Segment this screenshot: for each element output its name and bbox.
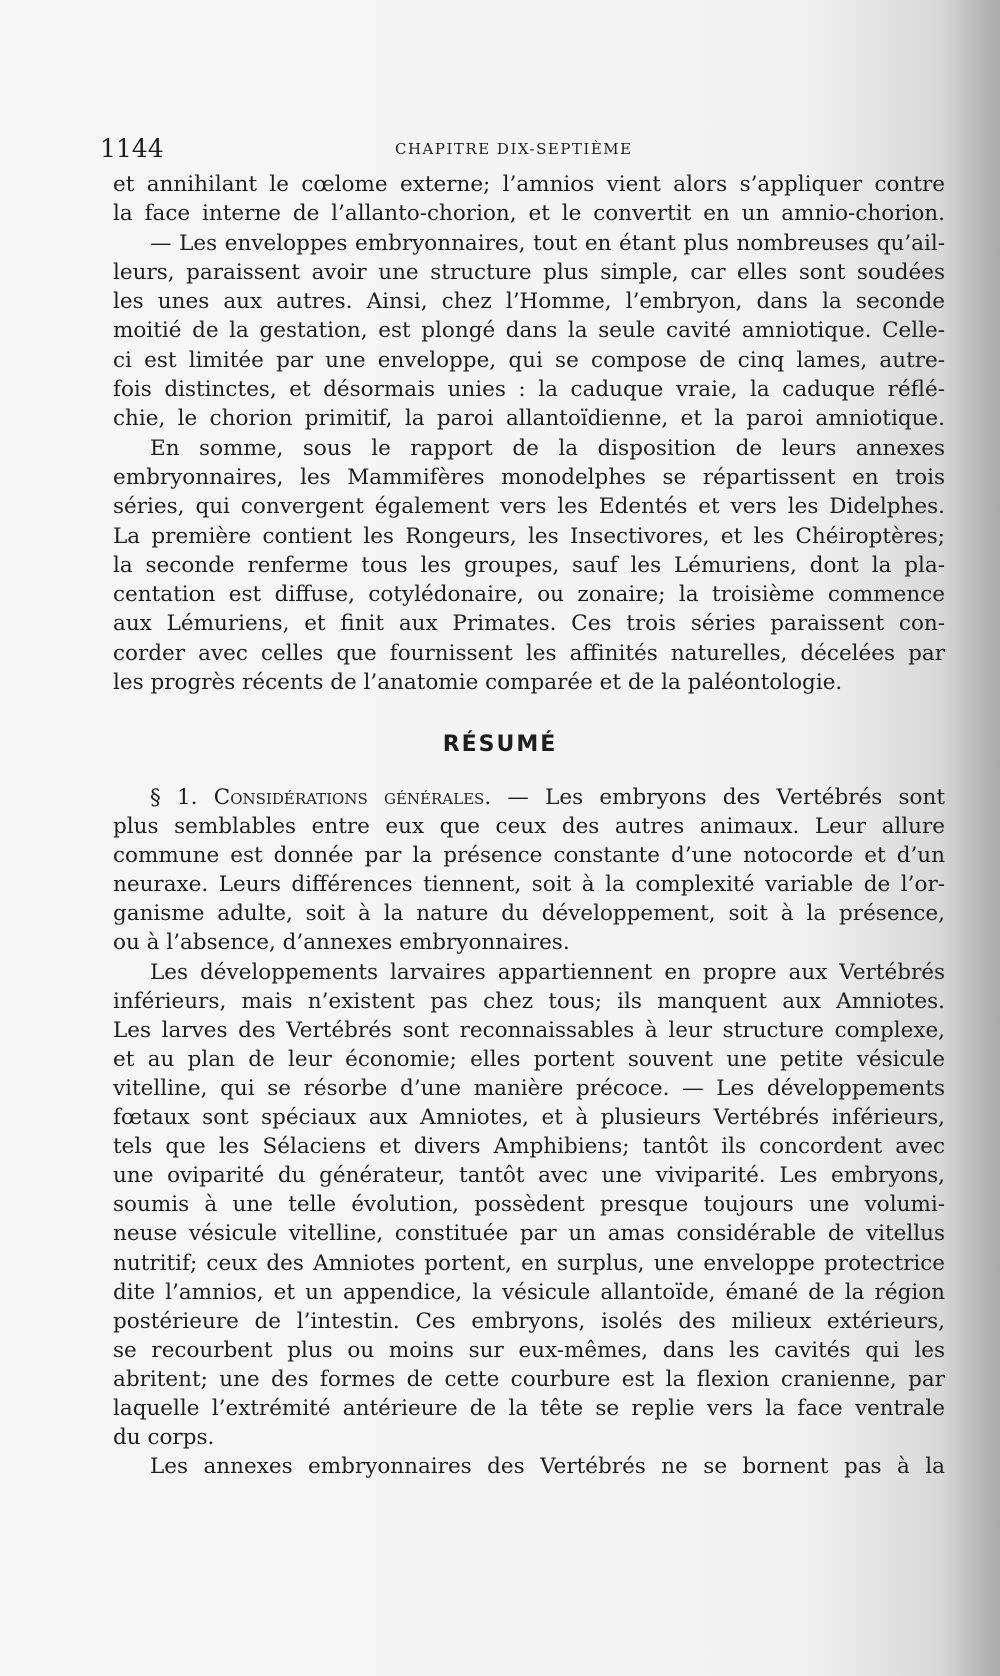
- text-line: plus semblables entre eux que ceux des autres animaux. Leur allure: [113, 814, 945, 840]
- running-title: CHAPITRE DIX-SEPTIÈME: [395, 140, 633, 158]
- text-line: les unes aux autres. Ainsi, chez l’Homme, l’embryon, dans la seconde: [113, 289, 945, 315]
- text-line: Les larves des Vertébrés sont reconnaissables à leur structure complexe,: [113, 1017, 945, 1043]
- page-header: [100, 134, 945, 168]
- text-line: nutritif; ceux des Amniotes portent, en surplus, une enveloppe protectrice: [113, 1250, 945, 1276]
- text-line: aux Lémuriens, et finit aux Primates. Ces trois séries paraissent con-: [113, 611, 945, 637]
- text-line: centation est diffuse, cotylédonaire, ou zonaire; la troisième commence: [113, 582, 945, 608]
- text-line: se recourbent plus ou moins sur eux-mêmes, dans les cavités qui les: [113, 1337, 945, 1363]
- text-line: postérieure de l’intestin. Ces embryons, isolés des milieux extérieurs,: [113, 1308, 945, 1334]
- text-line: une oviparité du générateur, tantôt avec une viviparité. Les embryons,: [113, 1163, 945, 1189]
- section-first-line-text: — Les embryons des Vertébrés sont: [507, 785, 945, 810]
- text-line: corder avec celles que fournissent les affinités naturelles, décelées par: [113, 640, 945, 666]
- text-line: la face interne de l’allanto-chorion, et le convertit en un amnio-chorion.: [113, 201, 945, 227]
- page-number: 1144: [100, 134, 164, 163]
- section-first-line: [113, 783, 945, 812]
- paragraph-1: [113, 170, 945, 434]
- text-line: — Les enveloppes embryonnaires, tout en étant plus nombreuses qu’ail-: [150, 230, 945, 256]
- text-line: les progrès récents de l’anatomie comparée et de la paléontologie.: [113, 670, 843, 696]
- text-line: inférieurs, mais n’existent pas chez tous; ils manquent aux Amniotes.: [113, 988, 945, 1014]
- paragraph-4: [113, 958, 945, 1453]
- text-line: neuraxe. Leurs différences tiennent, soit à la complexité variable de l’or-: [113, 872, 945, 898]
- text-line: ganisme adulte, soit à la nature du développement, soit à la présence,: [113, 901, 945, 927]
- section-marker: § 1.: [150, 785, 198, 810]
- text-line: La première contient les Rongeurs, les Insectivores, et les Chéiroptères;: [113, 523, 945, 549]
- text-line: laquelle l’extrémité antérieure de la tête se replie vers la face ventrale: [113, 1395, 945, 1421]
- text-line: et au plan de leur économie; elles portent souvent une petite vésicule: [113, 1046, 945, 1072]
- text-line: Les développements larvaires appartiennent en propre aux Vertébrés: [150, 959, 945, 985]
- text-line: la seconde renferme tous les groupes, sauf les Lémuriens, dont la pla-: [113, 552, 945, 578]
- section-heading-resume: RÉSUMÉ: [442, 732, 558, 757]
- body-text-top: [113, 170, 945, 697]
- text-line: Les annexes embryonnaires des Vertébrés ne se bornent pas à la: [150, 1454, 945, 1480]
- text-line: embryonnaires, les Mammifères monodelphes se répartissent en trois: [113, 464, 945, 490]
- text-line: abritent; une des formes de cette courbure est la flexion cranienne, par: [113, 1366, 945, 1392]
- paragraph-3: [113, 783, 945, 958]
- text-line: ci est limitée par une enveloppe, qui se compose de cinq lames, autre-: [113, 347, 945, 373]
- text-line: chie, le chorion primitif, la paroi allantoïdienne, et la paroi amniotique.: [113, 406, 945, 432]
- paragraph-5: [113, 1452, 945, 1481]
- text-line: du corps.: [113, 1425, 215, 1451]
- text-line: fœtaux sont spéciaux aux Amniotes, et à plusieurs Vertébrés inférieurs,: [113, 1105, 945, 1131]
- text-line: neuse vésicule vitelline, constituée par un amas considérable de vitellus: [113, 1221, 945, 1247]
- text-line: moitié de la gestation, est plongé dans la seule cavité amniotique. Celle-: [113, 318, 945, 344]
- section-title: Considérations générales.: [213, 785, 492, 810]
- text-line: séries, qui convergent également vers les Edentés et vers les Didelphes.: [113, 494, 945, 520]
- text-line: commune est donnée par la présence constante d’une notocorde et d’un: [113, 843, 945, 869]
- text-line: soumis à une telle évolution, possèdent presque toujours une volumi-: [113, 1192, 945, 1218]
- text-line: dite l’amnios, et un appendice, la vésicule allantoïde, émané de la région: [113, 1279, 945, 1305]
- text-line: leurs, paraissent avoir une structure plus simple, car elles sont soudées: [113, 259, 945, 285]
- text-line: ou à l’absence, d’annexes embryonnaires.: [113, 930, 570, 956]
- text-line: fois distinctes, et désormais unies : la caduque vraie, la caduque réflé-: [113, 377, 945, 403]
- paragraph-2: [113, 434, 945, 698]
- text-line: et annihilant le cœlome externe; l’amnios vient alors s’appliquer contre: [113, 172, 945, 197]
- text-line: En somme, sous le rapport de la disposition de leurs annexes: [150, 435, 945, 461]
- body-text-bottom: [113, 783, 945, 1481]
- text-line: vitelline, qui se résorbe d’une manière précoce. — Les développements: [113, 1075, 945, 1101]
- text-line: tels que les Sélaciens et divers Amphibiens; tantôt ils concordent avec: [113, 1134, 945, 1160]
